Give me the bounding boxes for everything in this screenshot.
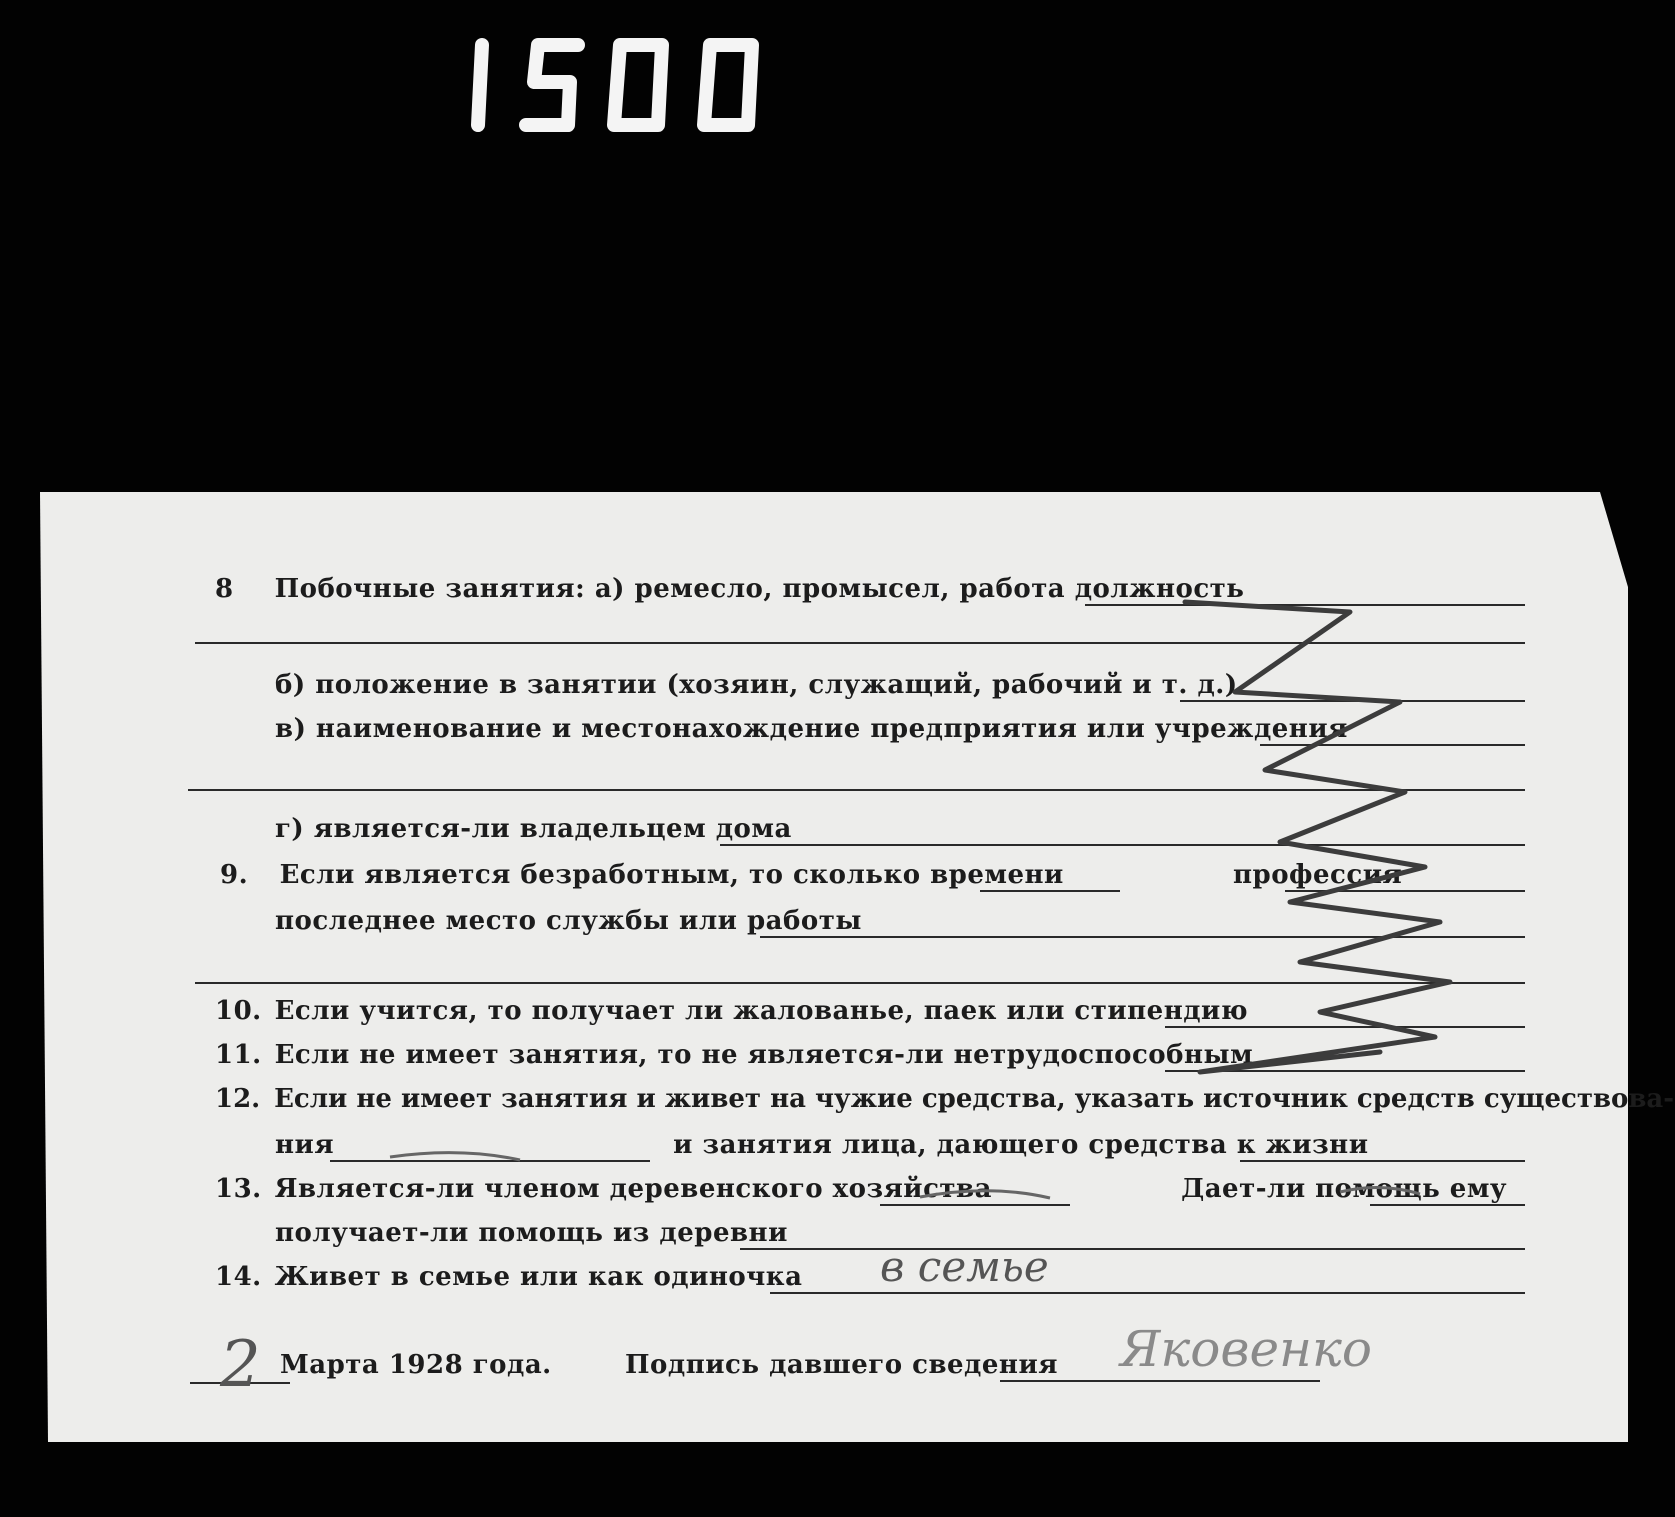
q10-text: Если учится, то получает ли жалованье, паек или стипендию [274,996,1248,1026]
frame-number-digits [470,30,810,140]
q13-number: 13. [215,1174,262,1204]
paper-sheet [40,492,1630,1442]
q14-rule [770,1292,1525,1294]
q8b-line: б) положение в занятии (хозяин, служащий, рабочий и т. д.) [275,670,1238,700]
q13b-line: получает-ли помощь из деревни [275,1218,788,1248]
q8-full-rule [195,642,1525,644]
signature-label: Подпись давшего сведения [625,1350,1058,1380]
q12-line [215,1084,1674,1114]
q13-help-to: Дает-ли помощь ему [1181,1174,1508,1204]
q8-number: 8 [215,574,234,604]
q9b-rule [760,936,1525,938]
q13-member-rule [880,1204,1070,1206]
q9-profession-rule [1285,890,1525,892]
q9-time-rule [980,890,1120,892]
q14-answer-handwritten: в семье [880,1242,1049,1291]
q9-line [220,860,1402,890]
q13-line [215,1174,1507,1204]
q8g-line: г) является-ли владельцем дома [275,814,792,844]
q9b-line: последнее место службы или работы [275,906,862,936]
q8-a-text: а) ремесло, промысел, работа должность [594,574,1245,604]
q8g-rule [720,844,1525,846]
q13-help-rule [1370,1204,1525,1206]
date-line: Марта 1928 года. [280,1350,552,1380]
q8v-full-rule [188,789,1525,791]
q9-text: Если является безработным, то сколько времени [279,860,1064,890]
q9-full-rule [195,982,1525,984]
day-handwritten: 2 [220,1328,261,1402]
q14-number: 14. [215,1262,262,1292]
q12b-rest: и занятия лица, дающего средства к жизни [673,1130,1369,1160]
form-card [40,492,1675,1442]
q14-text: Живет в семье или как одиночка [274,1262,803,1292]
q8v-line: в) наименование и местонахождение предприятия или учреждения [275,714,1348,744]
signature-rule [1000,1380,1320,1382]
q8-line [215,574,1244,604]
q12b-start: ния [275,1130,335,1160]
q11-rule [1165,1070,1525,1072]
q9-profession: профессия [1232,860,1403,890]
q12b-source-rule [330,1160,650,1162]
q12b-rule [1240,1160,1525,1162]
q8v-rule [1260,744,1525,746]
q11-line [215,1040,1253,1070]
q8b-rule [1180,700,1525,702]
q10-number: 10. [215,996,262,1026]
q11-number: 11. [215,1040,262,1070]
q12-number: 12. [215,1084,261,1114]
q10-line [215,996,1248,1026]
q8-a-rule [1085,604,1525,606]
q12b-line [275,1130,1369,1160]
q13-text: Является-ли членом деревенского хозяйства [274,1174,992,1204]
q13b-rule [740,1248,1525,1250]
q14-line [215,1262,802,1292]
q11-text: Если не имеет занятия, то не является-ли нетрудоспособным [274,1040,1254,1070]
q9-number: 9. [220,860,249,890]
q8-title: Побочные занятия: [274,574,586,604]
frame-number [470,30,810,140]
q12-text: Если не имеет занятия и живет на чужие средства, указать источник средств существова- [274,1084,1675,1114]
q10-rule [1165,1026,1525,1028]
signature-handwritten: Яковенко [1120,1320,1372,1378]
